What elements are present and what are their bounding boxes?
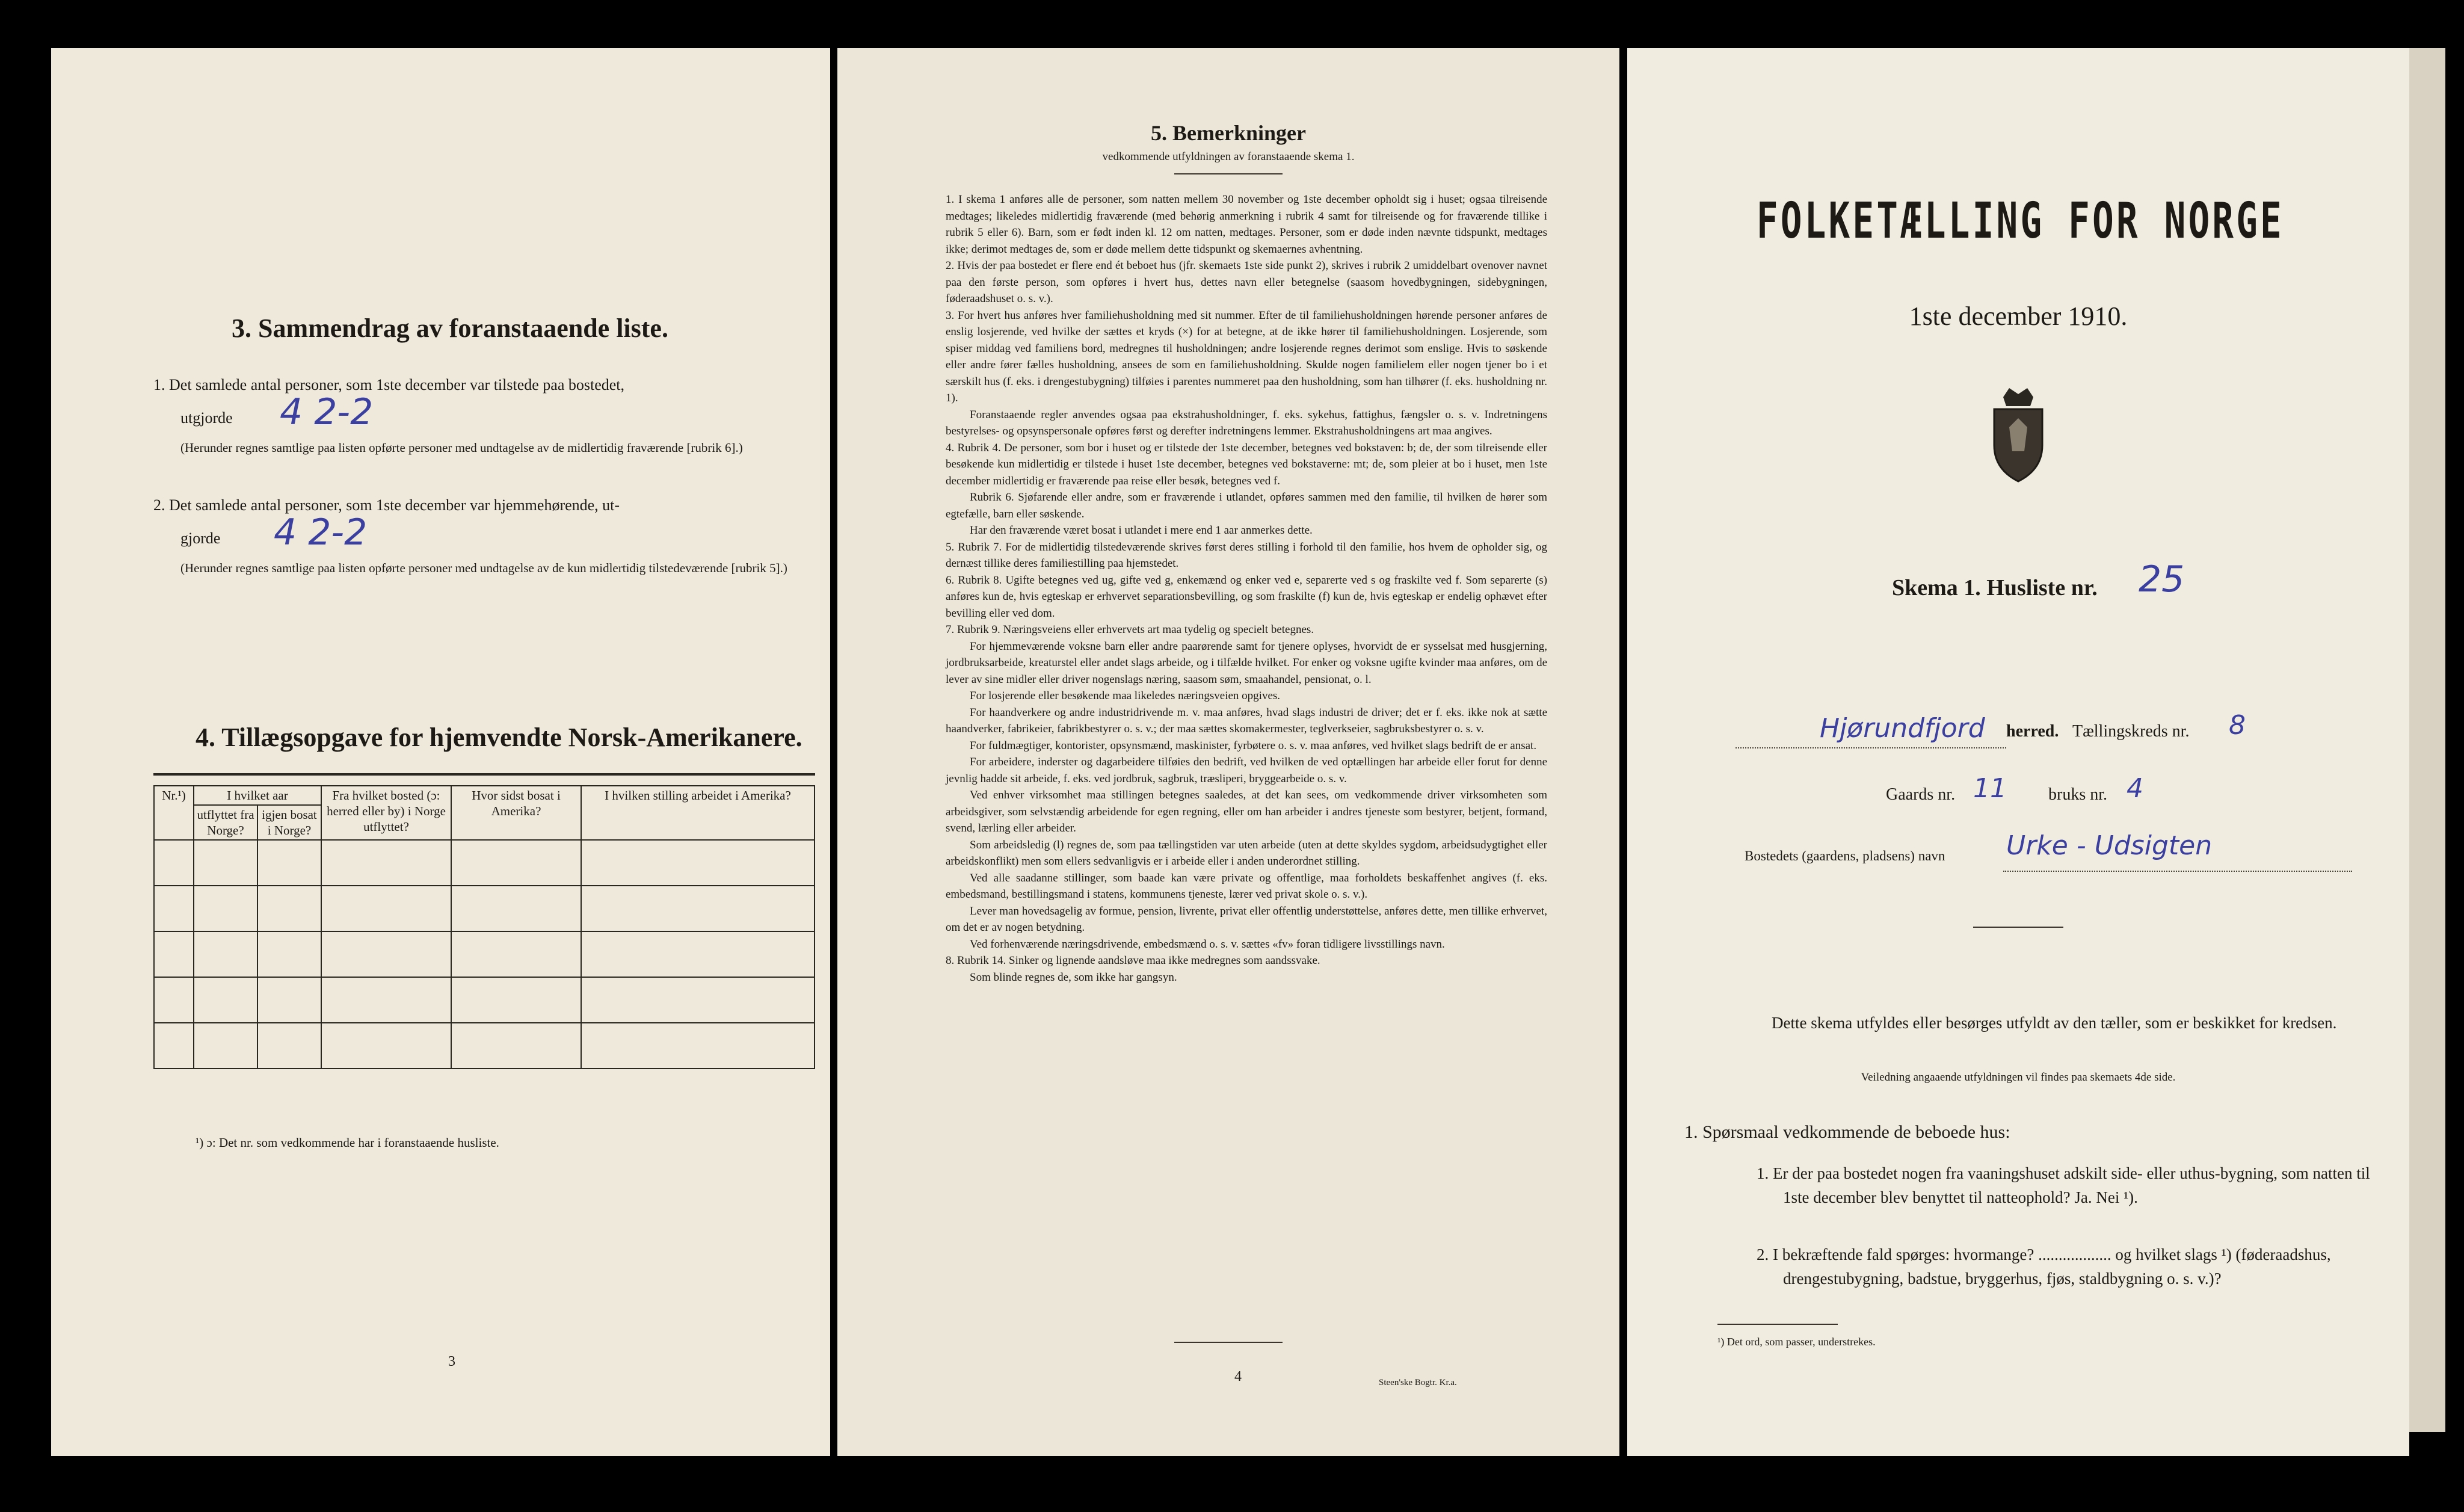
page-number: 3 <box>448 1354 455 1369</box>
page-1 <box>1627 48 2409 1456</box>
remark-paragraph: 8. Rubrik 14. Sinker og lignende aandsløve maa ikke medregnes som aandssvake. <box>946 954 1320 967</box>
coat-of-arms-icon <box>1985 385 2051 484</box>
title-rule <box>1174 173 1283 174</box>
printer-credit: Steen'ske Bogtr. Kr.a. <box>1379 1378 1457 1387</box>
remark-paragraph: Ved enhver virksomhet maa stillingen betegnes saaledes, at det kan sees, om vedkommende driver virksomheten som arbeidsgiver, som selvstændig arbeidende for egen regning, eller om han arbeider i andres tjeneste som bestyrer, betjent, formand, svend, lærling eller arbeider. <box>946 789 1547 835</box>
gaards-value: 11 <box>1973 773 2007 804</box>
ornament-rule <box>1973 927 2063 928</box>
remark-paragraph: 7. Rubrik 9. Næringsveiens eller erhvervets art maa tydelig og specielt betegnes. <box>946 623 1314 636</box>
census-date: 1ste december 1910. <box>1909 301 2128 331</box>
page-4 <box>837 48 1619 1456</box>
section3-title: 3. Sammendrag av foranstaaende liste. <box>232 313 668 343</box>
remark-paragraph: Som arbeidsledig (l) regnes de, som paa tællingstiden var uten arbeide (uten at dette skyldes sygdom, arbeidsudygtighet eller arbeidskonflikt) men som ellers sedvanligvis er i arbeide eller i anden underordnet stilling. <box>946 838 1547 868</box>
remark-paragraph: For hjemmeværende voksne barn eller andre paarørende samt for tjenere oplyses, hvorvidt de er sysselsat med husgjerning, jordbruksarbeide, kreaturstel eller andet slags arbeide, og i tilfælde hvilket. For enker og voksne ugifte kvinder maa anføres, om de lever av sine midler eller driver nogenslags næring, saasom søm, smaahandel, pensionat, o. l. <box>946 640 1547 686</box>
herred-value: Hjørundfjord <box>1820 713 1985 744</box>
remark-paragraph: Foranstaaende regler anvendes ogsaa paa ekstrahusholdninger, f. eks. sykehus, fattighus, fængsler o. s. v. Indretningens bestyrelses- og opsynspersonale opføres først og derefter indretningens lemmer. Ekstrahusholdningens art maa angives. <box>946 408 1547 437</box>
col-fra-bosted: Fra hvilket bosted (ɔ: herred eller by) i Norge utflyttet? <box>321 786 451 840</box>
table-row <box>154 977 815 1023</box>
table-footnote: ¹) ɔ: Det nr. som vedkommende har i foranstaaende husliste. <box>196 1135 499 1150</box>
remark-paragraph: 5. Rubrik 7. For de midlertidig tilstedeværende skrives først deres stilling i forhold til den familie, hos hvem de opholder sig, og dernæst tillike deres familiestilling paa hjemstedet. <box>946 540 1547 570</box>
item1-note: (Herunder regnes samtlige paa listen opførte personer med undtagelse av de midlertidig fraværende [rubrik 6].) <box>180 440 743 455</box>
remark-paragraph: 4. Rubrik 4. De personer, som bor i huset og er tilstede der 1ste december, betegnes ved bokstaven: b; de, der som tilreisende eller besøkende kun midlertidig er tilstede i huset 1ste december, betegnes ved bokstaverne: mt; de, som pleier at bo i huset, men 1ste december midlertidig er fraværende paa reise eller besøk, betegnes ved f. <box>946 441 1547 487</box>
remark-paragraph: Ved alle saadanne stillinger, som baade kan være private og offentlige, maa forholdets beskaffenhet angives (f. eks. embedsmand, bestillingsmand i statens, kommunens tjeneste, lærer ved privat skole o. s. v.). <box>946 871 1547 901</box>
remark-paragraph: Som blinde regnes de, som ikke har gangsyn. <box>970 970 1177 984</box>
table-top-rule <box>153 773 815 776</box>
col-igjen-bosat: igjen bosat i Norge? <box>257 805 321 840</box>
table-row <box>154 886 815 931</box>
table-row <box>154 1023 815 1069</box>
skema-label: Skema 1. Husliste nr. <box>1892 575 2098 600</box>
questions-heading: 1. Spørsmaal vedkommende de beboede hus: <box>1684 1122 2010 1142</box>
item2-note: (Herunder regnes samtlige paa listen opførte personer med undtagelse av de kun midlertidig tilstedeværende [rubrik 5].) <box>180 561 787 575</box>
remarks-subtitle: vedkommende utfyldningen av foranstaaende skema 1. <box>1102 150 1355 163</box>
col-group-aar: I hvilket aar <box>194 786 321 805</box>
col-stilling: I hvilken stilling arbeidet i Amerika? <box>581 786 815 840</box>
question-1: 1. Er der paa bostedet nogen fra vaaningshuset adskilt side- eller uthus-bygning, som natten til 1ste december blev benyttet til natteophold? Ja. Nei ¹). <box>1757 1164 2370 1206</box>
table-row <box>154 840 815 886</box>
bruks-value: 4 <box>2127 773 2143 804</box>
question-2: 2. I bekræftende fald spørges: hvormange? .................. og hvilket slags ¹) (føderaadshus, drengestubygning, badstue, bryggerhus, fjøs, staldbygning o. s. v.)? <box>1757 1245 2331 1288</box>
item2-handwriting: 4 2-2 <box>274 511 368 554</box>
remark-paragraph: 1. I skema 1 anføres alle de personer, som natten mellem 30 november og 1ste december opholdt sig i huset; ogsaa tilreisende medtages; likeledes midlertidig fraværende (med behørig anmerkning i rubrik 4 samt for tilreisende og for fraværende tillike i rubrik 5 eller 6). Barn, som er født inden kl. 12 om natten, medtages. Personer, som er døde inden nævnte tidspunkt, medtages ikke; derimot medtages de, som er døde mellem dette tidspunkt og skemaernes avhentning. <box>946 193 1547 256</box>
table-row <box>154 931 815 977</box>
remarks-title: 5. Bemerkninger <box>1151 121 1306 145</box>
husliste-nr: 25 <box>2139 558 2185 600</box>
herred-label: herred. <box>2006 722 2059 741</box>
remark-paragraph: Ved forhenværende næringsdrivende, embedsmænd o. s. v. sættes «fv» foran tidligere livsstillings navn. <box>970 937 1445 951</box>
kreds-value: 8 <box>2229 710 2246 741</box>
census-title: FOLKETÆLLING FOR NORGE <box>1757 193 2285 250</box>
item1-text: 1. Det samlede antal personer, som 1ste december var tilstede paa bostedet, <box>153 376 625 393</box>
item2-text: 2. Det samlede antal personer, som 1ste december var hjemmehørende, ut- <box>153 496 620 514</box>
norsk-amerikanere-table <box>153 785 815 1069</box>
page-number: 4 <box>1234 1369 1242 1384</box>
remark-paragraph: 2. Hvis der paa bostedet er flere end ét beboet hus (jfr. skemaets 1ste side punkt 2), skrives i rubrik 2 umiddelbart ovenover navnet paa den første person, som opføres i hvert hus, dettes navn eller betegnelse (saasom hovedbygningen, sidebygningen, føderaadshuset o. s. v.). <box>946 259 1547 305</box>
remarks-list <box>946 191 1547 986</box>
remark-paragraph: For losjerende eller besøkende maa likeledes næringsveien opgives. <box>970 690 1281 702</box>
col-utflyttet: utflyttet fra Norge? <box>194 805 257 840</box>
remark-paragraph: 6. Rubrik 8. Ugifte betegnes ved ug, gifte ved g, enkemænd og enker ved e, separerte ved s og fraskilte ved f. Som separerte (s) anføres kun de, hvis egteskap er erhvervet separationsbevilling, og som fraskilte (f) kun de, hvis egteskap er endelig ophævet efter bevilling eller ved dom. <box>946 573 1547 620</box>
kreds-label: Tællingskreds nr. <box>2072 722 2190 741</box>
bosted-value: Urke - Udsigten <box>2006 830 2213 861</box>
item2-label: gjorde <box>180 529 221 547</box>
remark-paragraph: For arbeidere, inderster og dagarbeidere tilføies den bedrift, ved hvilken de ved optællingen har arbeide eller forut for denne jevnlig hadde sit arbeide, f. eks. ved jordbruk, sagbruk, træsliperi, bryggearbeide o. s. v. <box>946 756 1547 785</box>
veiledning-text: Veiledning angaaende utfyldningen vil findes paa skemaets 4de side. <box>1861 1071 2176 1084</box>
remark-paragraph: For haandverkere og andre industridrivende m. v. maa anføres, hvad slags industri de driver; det er f. eks. ikke nok at sætte haandverker, fabrikeier, fabrikbestyrer o. s. v.; der maa sættes skomakermester, teglverkseier, sagbruksbestyrer o. s. v. <box>946 706 1547 735</box>
section4-title: 4. Tillægsopgave for hjemvendte Norsk-Amerikanere. <box>196 723 802 752</box>
remark-paragraph: For fuldmægtiger, kontorister, opsynsmænd, maskinister, fyrbøtere o. s. v. maa anføres, ved hvilket slags bedrift de er ansat. <box>970 739 1537 752</box>
remark-paragraph: 3. For hvert hus anføres hver familiehusholdning med sit nummer. Efter de til familiehusholdningen hørende personer anføres de enslig losjerende, ved hvilke der sættes et kryds (×) for at betegne, at de ikke hører til familiehusholdningen. Losjerende, som spiser middag ved familiens bord, medregnes til husholdningen; andre losjerende regnes derimot som enslige. Hvis to søskende eller andre fører fælles husholdning, ansees de som en familiehusholdning. Skulde nogen familielem eller nogen tjener bo i et særskilt hus (f. eks. i drengestubygning) tilføies i parentes nummeret paa den husholdning, som han tilhører (f. eks. husholdning nr. 1). <box>946 309 1547 404</box>
bosted-label: Bostedets (gaardens, pladsens) navn <box>1745 848 1945 863</box>
gaards-label: Gaards nr. <box>1886 785 1956 804</box>
remark-paragraph: Rubrik 6. Sjøfarende eller andre, som er fraværende i utlandet, opføres sammen med den familie, til hvilken de hører som egtefælle, barn eller søskende. <box>946 491 1547 520</box>
col-nr: Nr.¹) <box>154 786 194 840</box>
item1-label: utgjorde <box>180 409 233 427</box>
page-edge <box>2409 48 2445 1432</box>
intro-text: Dette skema utfyldes eller besørges utfyldt av den tæller, som er beskikket for kredsen. <box>1772 1014 2337 1032</box>
bosted-line <box>2003 869 2352 872</box>
herred-line <box>1736 746 2006 748</box>
item1-handwriting: 4 2-2 <box>280 391 374 433</box>
remark-paragraph: Lever man hovedsagelig av formue, pension, livrente, privat eller offentlig understøttelse, anføres dette, men tillike erhvervet, om det er av nogen betydning. <box>946 904 1547 934</box>
remark-paragraph: Har den fraværende været bosat i utlandet i mere end 1 aar anmerkes dette. <box>970 524 1313 537</box>
page1-footnote: ¹) Det ord, som passer, understrekes. <box>1717 1336 1876 1348</box>
page-3 <box>51 48 830 1456</box>
col-hvor-bosat: Hvor sidst bosat i Amerika? <box>451 786 581 840</box>
bottom-rule <box>1174 1342 1283 1343</box>
bruks-label: bruks nr. <box>2048 785 2107 804</box>
footnote-rule <box>1717 1324 1838 1325</box>
